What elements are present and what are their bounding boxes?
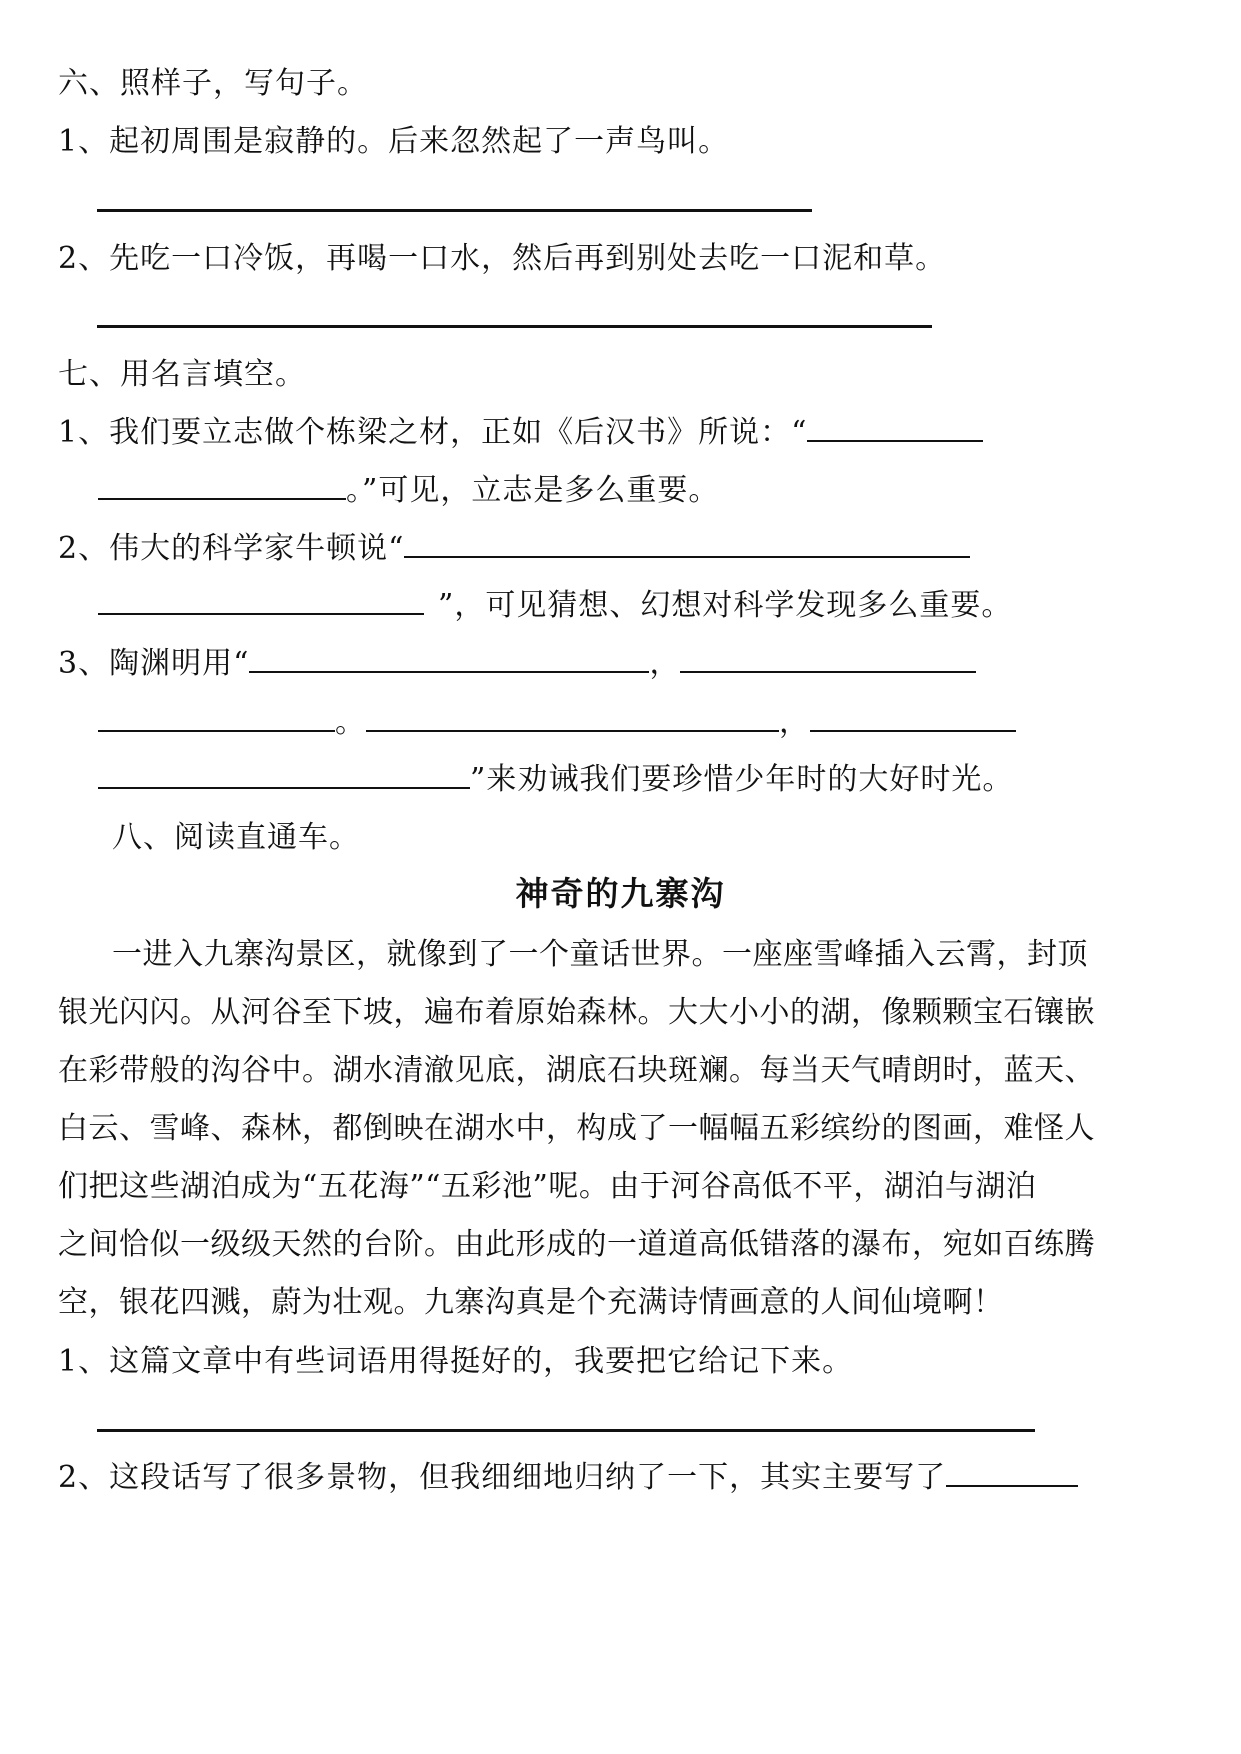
fill-blank[interactable] [98, 706, 335, 732]
section7-question-3 [58, 644, 976, 684]
fill-blank[interactable] [98, 589, 424, 615]
fill-blank[interactable] [249, 647, 649, 673]
question-1-suffix: 。”可见，立志是多么重要。 [346, 473, 720, 508]
passage-line: 们把这些湖泊成为“五花海”“五彩池”呢。由于河谷高低不平，湖泊与湖泊 [58, 1169, 1037, 1204]
answer-line[interactable] [97, 209, 812, 212]
section6-question-2: 2、先吃一口冷饭，再喝一口水，然后再到别处去吃一口泥和草。 [58, 241, 947, 276]
fill-blank[interactable] [680, 647, 976, 673]
question-2-prefix: 2、伟大的科学家牛顿说“ [58, 531, 405, 566]
passage-line: 空，银花四溅，蔚为壮观。九寨沟真是个充满诗情画意的人间仙境啊！ [58, 1285, 1004, 1320]
question-3-suffix: ”来劝诫我们要珍惜少年时的大好时光。 [470, 762, 1014, 797]
passage-line: 银光闪闪。从河谷至下坡，遍布着原始森林。大大小小的湖，像颗颗宝石镶嵌 [58, 995, 1095, 1030]
section6-question-1: 1、起初周围是寂静的。后来忽然起了一声鸟叫。 [58, 124, 730, 159]
fill-blank[interactable] [98, 474, 346, 500]
fill-blank[interactable] [946, 1461, 1078, 1487]
fill-blank[interactable] [807, 416, 983, 442]
fill-blank[interactable] [810, 706, 1016, 732]
section7-question-2-cont [98, 586, 1012, 626]
section8-question-1: 1、这篇文章中有些词语用得挺好的，我要把它给记下来。 [58, 1344, 854, 1379]
section7-heading: 七、用名言填空。 [58, 357, 306, 392]
answer-line[interactable] [97, 325, 932, 328]
question-2-text: 2、这段话写了很多景物，但我细细地归纳了一下，其实主要写了 [58, 1460, 947, 1495]
comma: ， [779, 705, 810, 740]
passage-title: 神奇的九寨沟 [515, 874, 726, 913]
section7-question-2 [58, 529, 970, 569]
section8-heading: 八、阅读直通车。 [112, 820, 360, 855]
passage-line: 白云、雪峰、森林，都倒映在湖水中，构成了一幅幅五彩缤纷的图画，难怪人 [58, 1111, 1095, 1146]
section7-question-3-cont [98, 703, 1016, 743]
answer-line[interactable] [97, 1429, 1035, 1432]
passage-line: 一进入九寨沟景区，就像到了一个童话世界。一座座雪峰插入云霄，封顶 [112, 937, 1088, 972]
fill-blank[interactable] [98, 763, 470, 789]
question-1-prefix: 1、我们要立志做个栋梁之材，正如《后汉书》所说：“ [58, 415, 808, 450]
comma: ， [649, 646, 681, 681]
passage-line: 在彩带般的沟谷中。湖水清澈见底，湖底石块斑斓。每当天气晴朗时，蓝天、 [58, 1053, 1095, 1088]
fill-blank[interactable] [366, 706, 779, 732]
section8-question-2 [58, 1458, 1078, 1498]
question-3-prefix: 3、陶渊明用“ [58, 646, 250, 681]
section7-question-3-cont2 [98, 760, 1013, 800]
section7-question-1 [58, 413, 983, 453]
fill-blank[interactable] [404, 532, 970, 558]
passage-line: 之间恰似一级级天然的台阶。由此形成的一道道高低错落的瀑布，宛如百练腾 [58, 1227, 1095, 1262]
section6-heading: 六、照样子，写句子。 [58, 66, 368, 101]
question-2-suffix: ”，可见猜想、幻想对科学发现多么重要。 [438, 588, 1013, 623]
period: 。 [335, 705, 366, 740]
section7-question-1-cont [98, 471, 719, 511]
